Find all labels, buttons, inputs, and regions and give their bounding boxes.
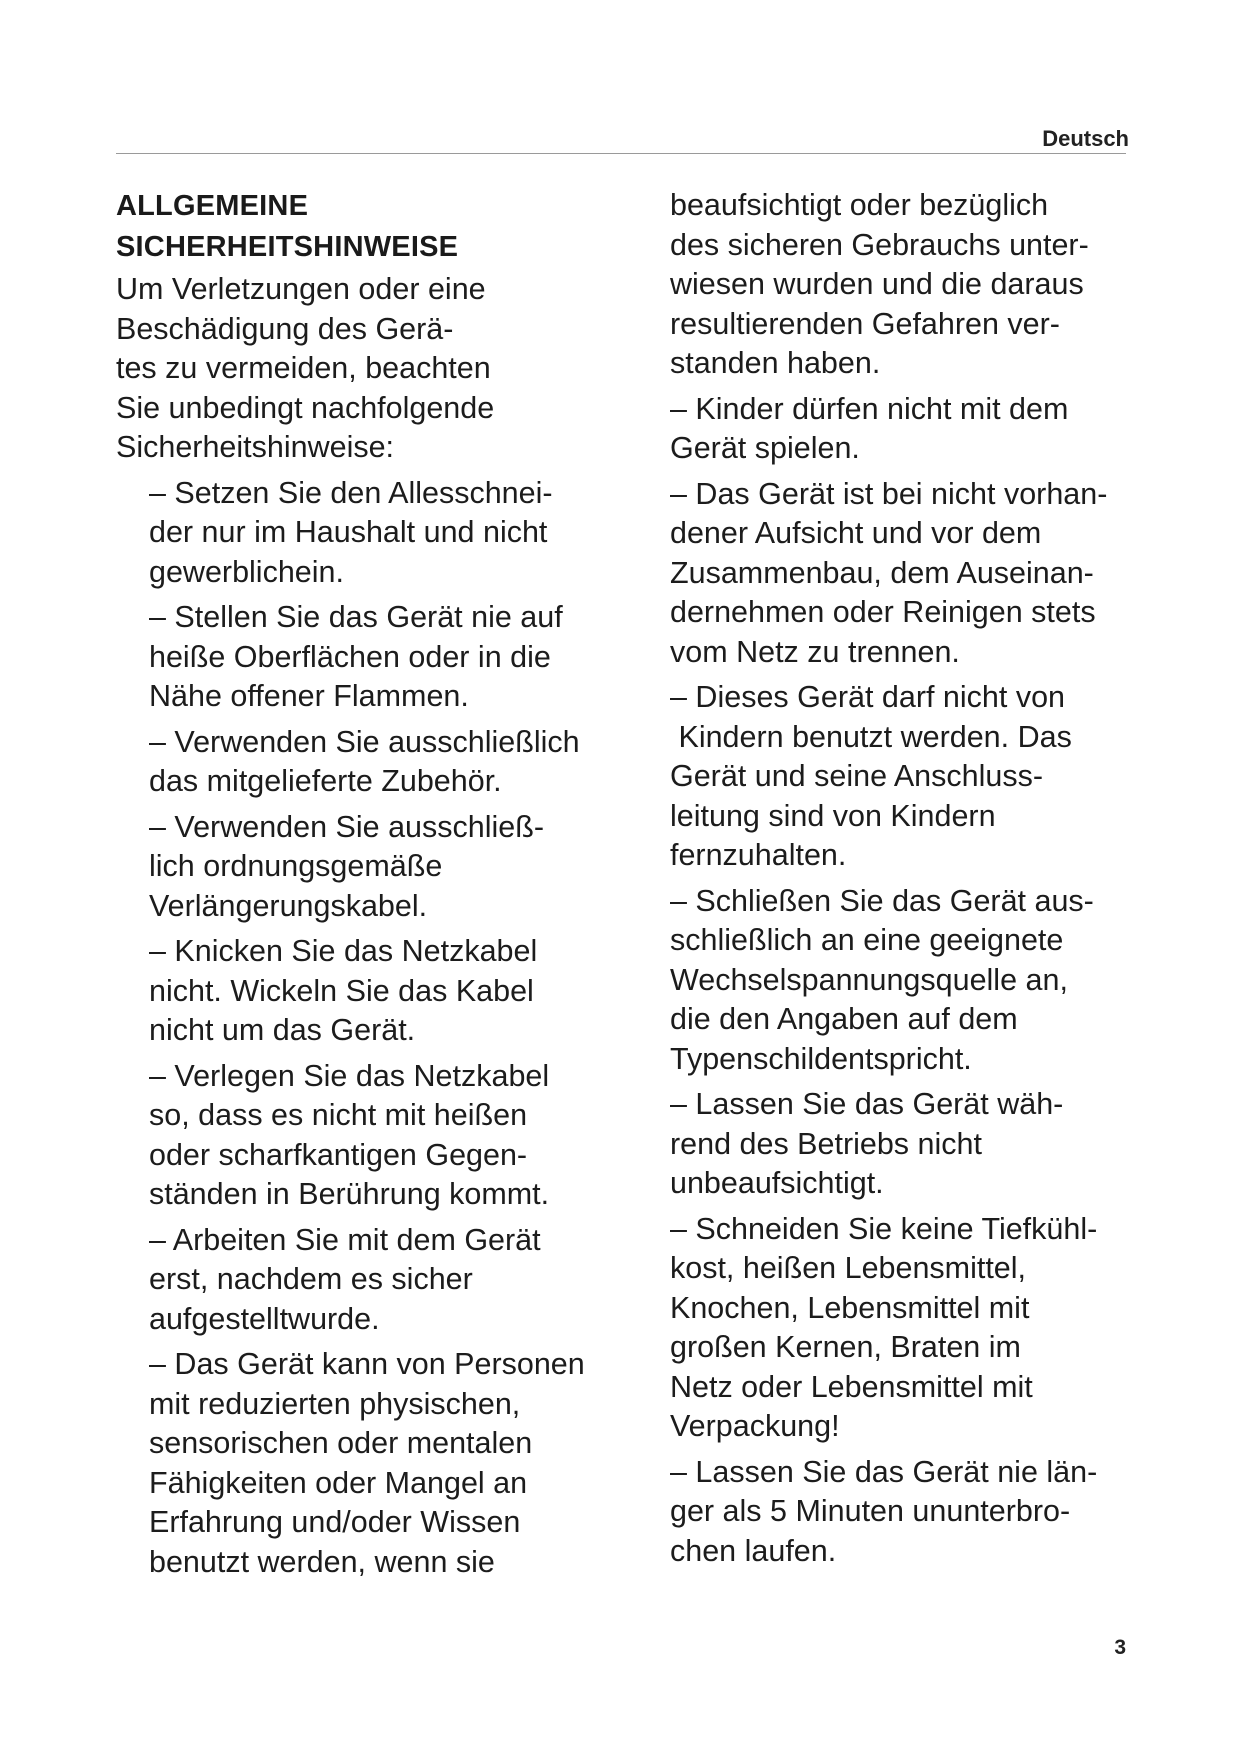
bullet-line: – Kinder dürfen nicht mit dem xyxy=(670,391,1069,426)
safety-bullet-item xyxy=(670,1210,1150,1447)
header-divider xyxy=(116,153,1126,154)
intro-paragraph xyxy=(116,270,641,468)
bullet-line: nicht um das Gerät. xyxy=(149,1013,416,1047)
bullet-line: dener Aufsicht und vor dem xyxy=(670,516,1042,550)
bullet-line: rend des Betriebs nicht xyxy=(670,1126,982,1161)
bullet-line: – Stellen Sie das Gerät nie auf xyxy=(149,600,563,634)
continued-line: wiesen wurden und die daraus xyxy=(670,267,1084,301)
continued-line: beaufsichtigt oder bezüglich xyxy=(670,188,1049,222)
bullet-line: aufgestelltwurde. xyxy=(149,1301,380,1336)
heading-line: SICHERHEITSHINWEISE xyxy=(116,231,459,263)
safety-bullet-item xyxy=(116,1057,641,1215)
bullet-line: – Schließen Sie das Gerät aus- xyxy=(670,883,1094,918)
bullet-line: mit reduzierten physischen, xyxy=(149,1386,521,1421)
safety-bullet-item xyxy=(670,1085,1150,1204)
bullet-line: – Schneiden Sie keine Tiefkühl- xyxy=(670,1211,1098,1246)
intro-line: Sie unbedingt nachfolgende xyxy=(116,390,495,425)
bullet-line: Netz oder Lebensmittel mit xyxy=(670,1369,1033,1404)
bullet-line: – Setzen Sie den Allesschnei- xyxy=(149,475,553,510)
left-column xyxy=(116,186,641,1582)
bullet-line: – Arbeiten Sie mit dem Gerät xyxy=(149,1222,541,1257)
safety-bullet-item xyxy=(670,1453,1150,1572)
intro-line: Sicherheitshinweise: xyxy=(116,430,395,464)
bullet-line: – Knicken Sie das Netzkabel xyxy=(149,934,538,968)
safety-bullet-item xyxy=(116,474,641,593)
safety-bullet-item xyxy=(116,723,641,802)
bullet-line: der nur im Haushalt und nicht xyxy=(149,515,548,549)
bullet-line: ständen in Berührung kommt. xyxy=(149,1177,550,1211)
bullet-line: schließlich an eine geeignete xyxy=(670,923,1064,957)
bullet-line: ger als 5 Minuten ununterbro- xyxy=(670,1494,1071,1528)
page-number: 3 xyxy=(1114,1636,1126,1659)
bullet-line: Gerät und seine Anschluss- xyxy=(670,759,1043,793)
bullet-line: fernzuhalten. xyxy=(670,838,847,872)
bullet-line: – Verwenden Sie ausschließ- xyxy=(149,809,545,844)
bullet-line: Verlängerungskabel. xyxy=(149,888,428,923)
bullet-line: erst, nachdem es sicher xyxy=(149,1262,473,1296)
bullet-line: unbeaufsichtigt. xyxy=(670,1166,884,1200)
continued-line: des sicheren Gebrauchs unter- xyxy=(670,227,1089,262)
safety-bullet-item xyxy=(116,1221,641,1340)
bullet-line: Nähe offener Flammen. xyxy=(149,679,469,713)
bullet-line: das mitgelieferte Zubehör. xyxy=(149,764,502,798)
bullet-line: oder scharfkantigen Gegen- xyxy=(149,1137,528,1172)
right-bullet-list xyxy=(670,390,1150,1572)
heading-line: ALLGEMEINE xyxy=(116,190,309,222)
bullet-line: – Verlegen Sie das Netzkabel xyxy=(149,1058,550,1093)
bullet-line: chen laufen. xyxy=(670,1533,837,1568)
bullet-line: so, dass es nicht mit heißen xyxy=(149,1098,528,1132)
bullet-line: kost, heißen Lebensmittel, xyxy=(670,1251,1027,1285)
intro-line: Um Verletzungen oder eine xyxy=(116,272,486,306)
bullet-line: Erfahrung und/oder Wissen xyxy=(149,1505,521,1539)
bullet-line: – Das Gerät kann von Personen xyxy=(149,1347,585,1381)
bullet-line: Gerät spielen. xyxy=(670,431,860,465)
bullet-line: Verpackung! xyxy=(670,1409,840,1443)
safety-bullet-item xyxy=(116,932,641,1051)
bullet-line: Fähigkeiten oder Mangel an xyxy=(149,1465,528,1500)
safety-bullet-item xyxy=(116,1345,641,1582)
bullet-line: dernehmen oder Reinigen stets xyxy=(670,595,1096,629)
bullet-line: Zusammenbau, dem Auseinan- xyxy=(670,555,1094,590)
bullet-line: lich ordnungsgemäße xyxy=(149,849,443,883)
bullet-line: Knochen, Lebensmittel mit xyxy=(670,1290,1030,1325)
left-bullet-list xyxy=(116,474,641,1583)
bullet-line: leitung sind von Kindern xyxy=(670,798,996,833)
bullet-line: heiße Oberflächen oder in die xyxy=(149,639,551,674)
safety-bullet-item xyxy=(670,390,1150,469)
continued-line: resultierenden Gefahren ver- xyxy=(670,306,1060,341)
bullet-line: sensorischen oder mentalen xyxy=(149,1426,533,1460)
intro-line: tes zu vermeiden, beachten xyxy=(116,351,491,385)
safety-bullet-item xyxy=(116,808,641,927)
bullet-line: Kindern benutzt werden. Das xyxy=(670,719,1072,754)
section-heading xyxy=(116,186,641,268)
bullet-line: – Lassen Sie das Gerät wäh- xyxy=(670,1087,1064,1121)
safety-bullet-item xyxy=(670,882,1150,1080)
language-label: Deutsch xyxy=(1042,126,1129,151)
bullet-line: die den Angaben auf dem xyxy=(670,1002,1018,1036)
safety-bullet-item xyxy=(670,475,1150,673)
bullet-line: Typenschildentspricht. xyxy=(670,1041,972,1076)
continued-paragraph xyxy=(670,186,1150,384)
bullet-line: nicht. Wickeln Sie das Kabel xyxy=(149,973,534,1008)
intro-line: Beschädigung des Gerä- xyxy=(116,311,454,346)
bullet-line: großen Kernen, Braten im xyxy=(670,1330,1021,1364)
safety-bullet-item xyxy=(670,678,1150,876)
bullet-line: – Lassen Sie das Gerät nie län- xyxy=(670,1454,1098,1489)
bullet-line: – Verwenden Sie ausschließlich xyxy=(149,724,580,759)
bullet-line: benutzt werden, wenn sie xyxy=(149,1544,495,1579)
bullet-line: gewerblichein. xyxy=(149,554,344,589)
bullet-line: – Das Gerät ist bei nicht vorhan- xyxy=(670,476,1108,511)
continued-line: standen haben. xyxy=(670,346,881,380)
bullet-line: – Dieses Gerät darf nicht von xyxy=(670,680,1065,714)
bullet-line: Wechselspannungsquelle an, xyxy=(670,962,1068,997)
bullet-line: vom Netz zu trennen. xyxy=(670,634,960,669)
right-column xyxy=(670,186,1150,1571)
safety-bullet-item xyxy=(116,598,641,717)
